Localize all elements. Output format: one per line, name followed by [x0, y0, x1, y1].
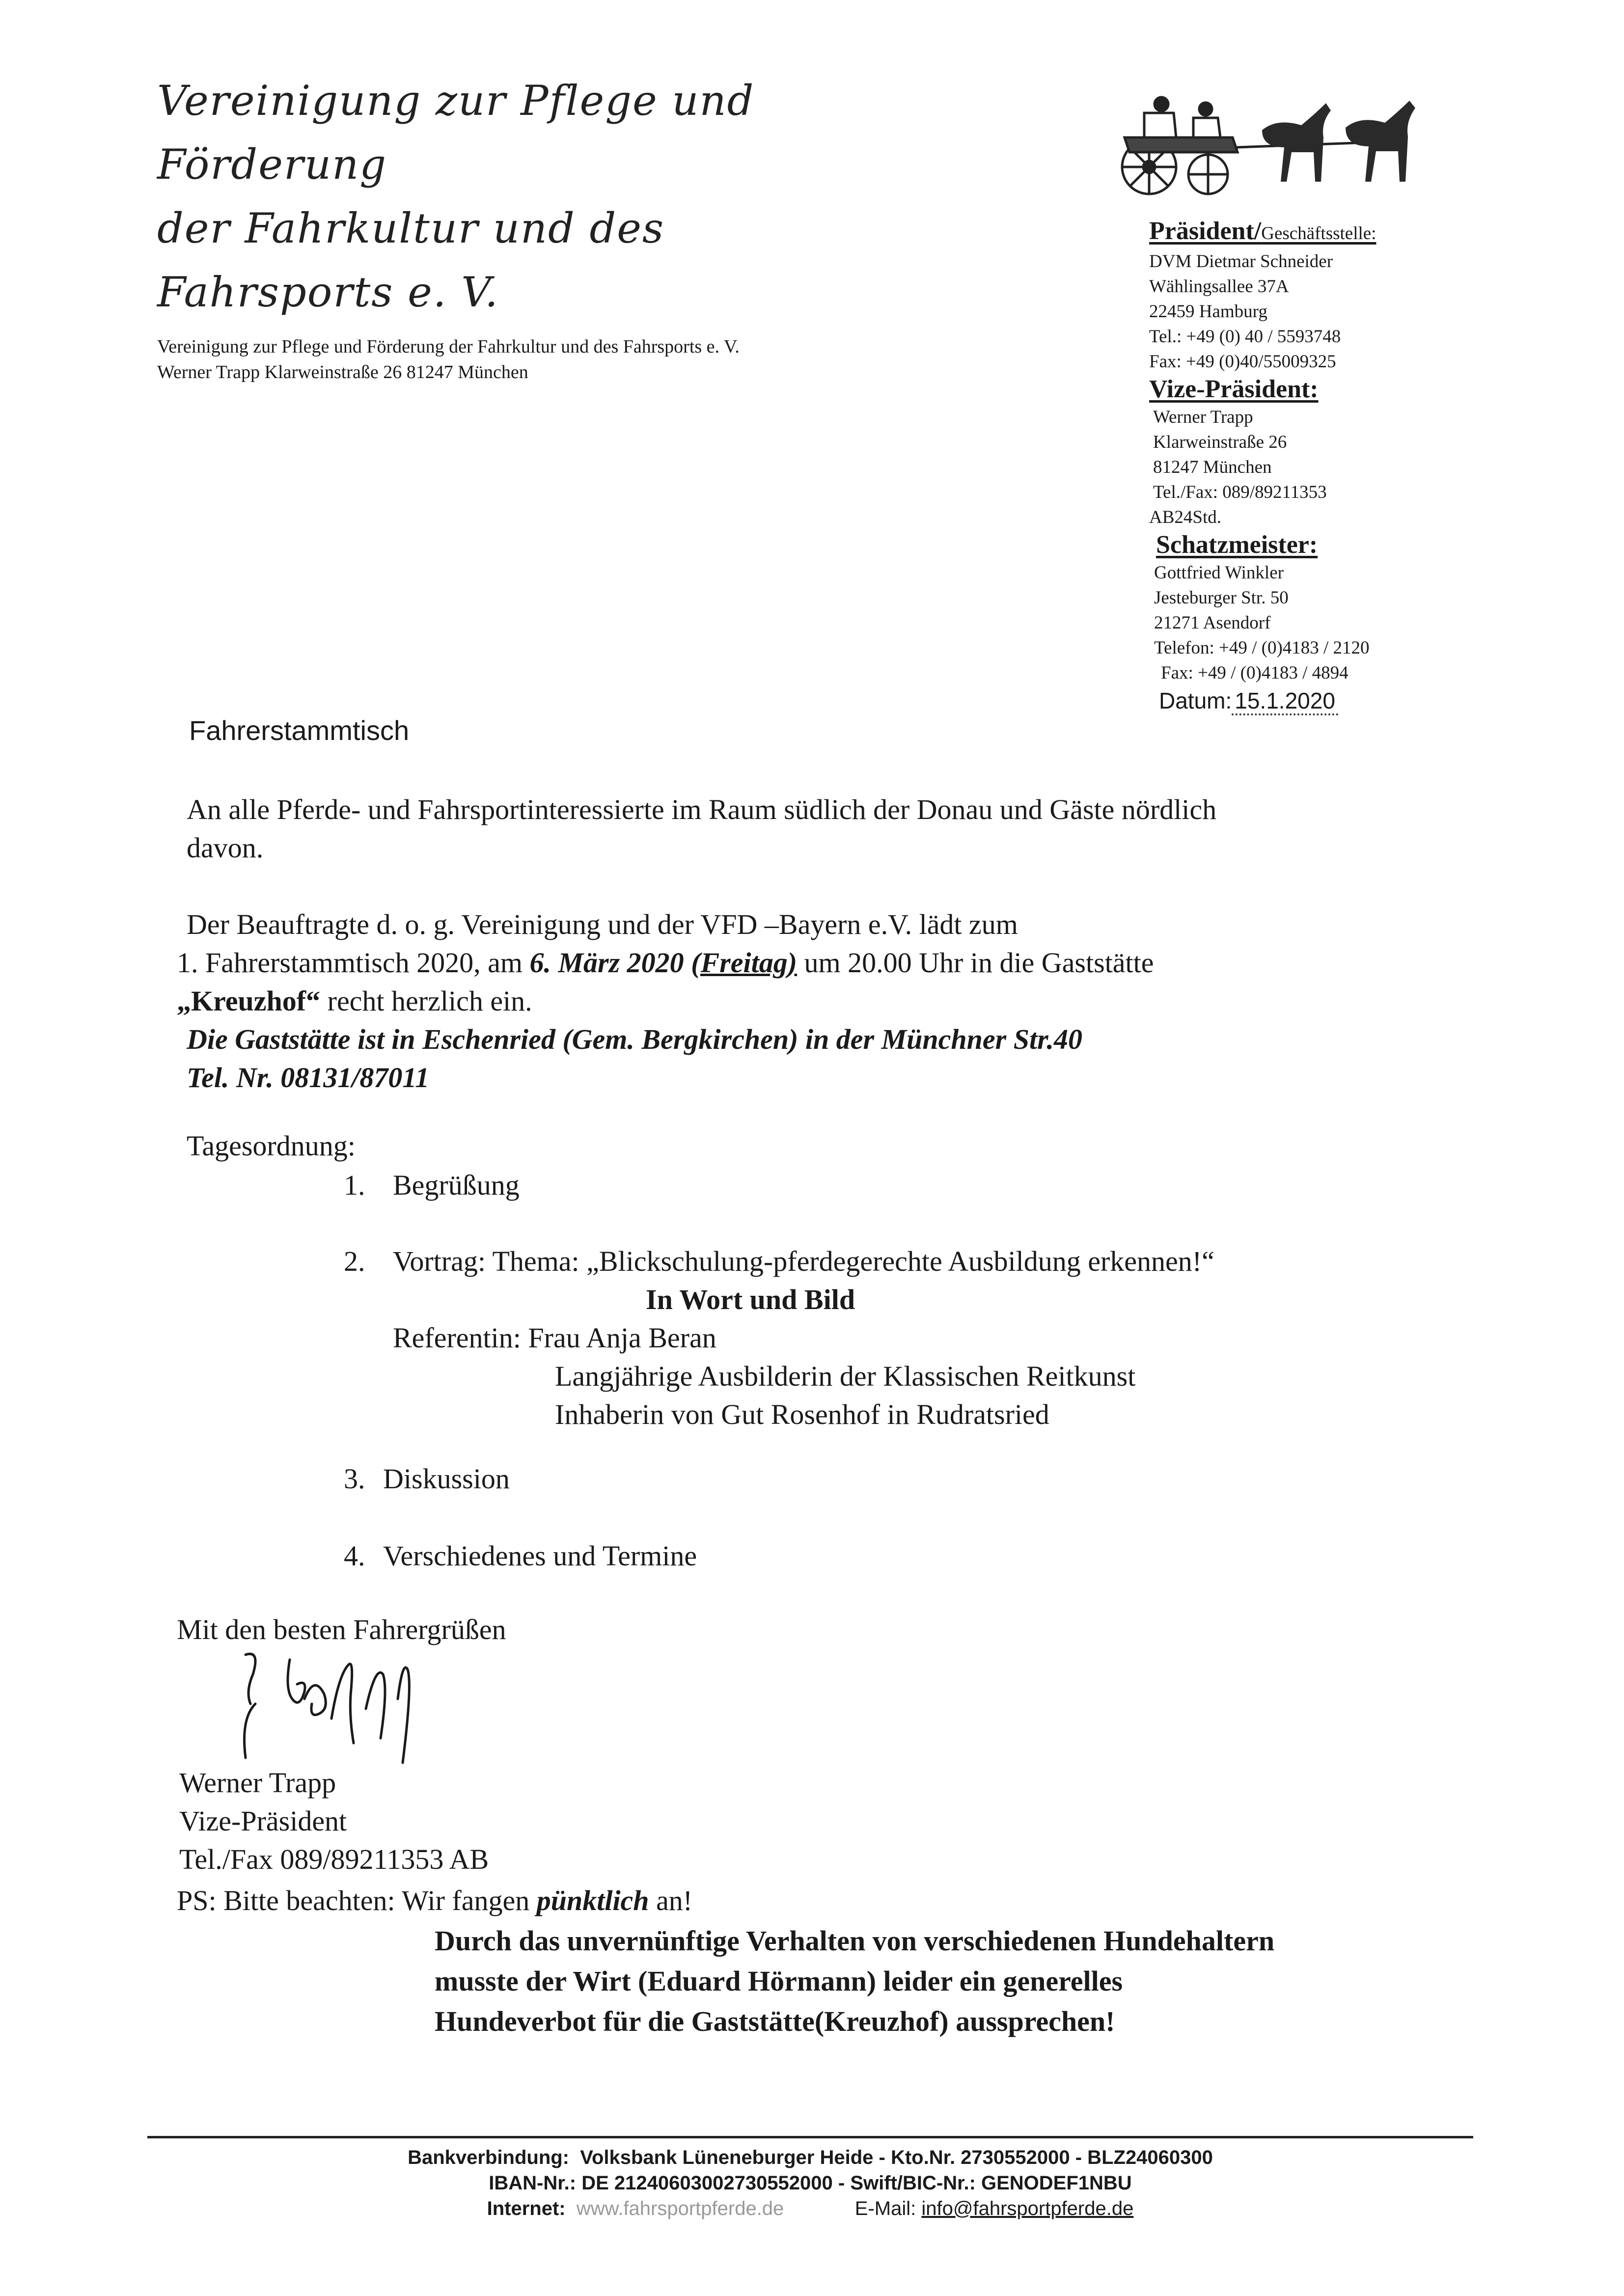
venue-phone: Tel. Nr. 08131/87011: [187, 1062, 430, 1093]
agenda-title: Tagesordnung:: [187, 1130, 356, 1162]
treasurer-line: 21271 Asendorf: [1154, 613, 1271, 633]
president-address: [1149, 249, 1503, 374]
vice-line: 81247 München: [1153, 457, 1272, 477]
subject-title: Fahrerstammtisch: [189, 715, 410, 746]
invite-line-1: Der Beauftragte d. o. g. Vereinigung und der VFD –Bayern e.V. lädt zum: [187, 908, 1018, 940]
website-link[interactable]: www.fahrsportpferde.de: [576, 2198, 784, 2219]
date-label: Datum:: [1159, 688, 1232, 713]
speaker-credential: Langjährige Ausbilderin der Klassischen Reitkunst: [555, 1360, 1136, 1392]
intro-line-2: davon.: [187, 832, 264, 864]
footer-divider: [147, 2136, 1473, 2138]
handwritten-signature: [206, 1645, 462, 1773]
treasurer-line: Jesteburger Str. 50: [1154, 588, 1289, 608]
treasurer-address: [1149, 560, 1503, 685]
president-line: 22459 Hamburg: [1149, 301, 1267, 322]
vice-line: AB24Std.: [1149, 507, 1222, 527]
signer-role: Vize-Präsident: [179, 1805, 347, 1837]
iban-line: IBAN-Nr.: DE 21240603002730552000 - Swift/BIC-Nr.: GENODEF1NBU: [489, 2172, 1132, 2194]
letterhead: [157, 69, 894, 324]
ps-line: PS: Bitte beachten: Wir fangen pünktlich an!: [177, 1885, 693, 1916]
date-value: 15.1.2020: [1232, 688, 1338, 715]
venue-name: „Kreuzhof“: [177, 985, 321, 1017]
agenda-item-subtitle: In Wort und Bild: [646, 1284, 855, 1315]
treasurer-line: Gottfried Winkler: [1154, 563, 1284, 583]
president-line: DVM Dietmar Schneider: [1149, 251, 1333, 272]
bank-line: Bankverbindung: Volksbank Lüneneburger Heide - Kto.Nr. 2730552000 - BLZ24060300: [408, 2147, 1213, 2168]
speaker-credential: Inhaberin von Gut Rosenhof in Rudratsried: [555, 1398, 1049, 1430]
invite-line-2: 1. Fahrerstammtisch 2020, am 6. März 2020 (Freitag) um 20.00 Uhr in die Gaststätte: [177, 947, 1154, 979]
vice-line: Werner Trapp: [1153, 407, 1253, 427]
treasurer-line: Telefon: +49 / (0)4183 / 2120: [1154, 638, 1370, 658]
treasurer-heading: Schatzmeister:: [1156, 531, 1318, 559]
event-weekday: (Freitag): [691, 947, 798, 979]
ps-emphasis: pünktlich: [536, 1885, 649, 1916]
letterhead-line-2: der Fahrkultur und des Fahrsports e. V.: [157, 204, 665, 316]
vice-line: Klarweinstraße 26: [1153, 432, 1287, 452]
return-address-line-2: Werner Trapp Klarweinstraße 26 81247 München: [157, 362, 528, 383]
letter-body: [177, 791, 1439, 1097]
signer-name: Werner Trapp: [179, 1767, 336, 1799]
event-date: 6. März 2020: [529, 947, 684, 979]
officers-sidebar: [1149, 216, 1503, 713]
speaker-label: Referentin: Frau Anja Beran: [393, 1322, 716, 1354]
invite-line-3: „Kreuzhof“ recht herzlich ein.: [177, 985, 532, 1017]
letterhead-line-1: Vereinigung zur Pflege und Förderung: [157, 77, 755, 189]
agenda-item: 2. Vortrag: Thema: „Blickschulung-pferdegerechte Ausbildung erkennen!“: [344, 1245, 1214, 1277]
footer: [147, 2145, 1473, 2221]
return-address: [157, 334, 894, 385]
vice-line: Tel./Fax: 089/89211353: [1153, 482, 1327, 502]
agenda-item: 3. Diskussion: [344, 1463, 510, 1495]
president-line: Tel.: +49 (0) 40 / 5593748: [1149, 327, 1341, 347]
president-line: Fax: +49 (0)40/55009325: [1149, 352, 1336, 372]
venue-location: Die Gaststätte ist in Eschenried (Gem. Bergkirchen) in der Münchner Str.40: [187, 1023, 1082, 1055]
vice-president-address: [1149, 405, 1503, 530]
treasurer-line: Fax: +49 / (0)4183 / 4894: [1161, 663, 1349, 683]
vice-president-heading: Vize-Präsident:: [1149, 375, 1319, 403]
return-address-line-1: Vereinigung zur Pflege und Förderung der Fahrkultur und des Fahrsports e. V.: [157, 336, 740, 357]
closing-greeting: Mit den besten Fahrergrüßen: [177, 1613, 506, 1645]
email-link[interactable]: info@fahrsportpferde.de: [921, 2198, 1134, 2219]
signer-phone: Tel./Fax 089/89211353 AB: [179, 1843, 489, 1875]
date-line: [1149, 688, 1503, 713]
postscript: [177, 1881, 1454, 2037]
contact-line: Internet: www.fahrsportpferde.de E-Mail: info@fahrsportpferde.de: [487, 2198, 1134, 2219]
carriage-horses-logo: [1115, 83, 1449, 201]
agenda-item: 4. Verschiedenes und Termine: [344, 1540, 697, 1572]
intro-line-1: An alle Pferde- und Fahrsportinteressierte im Raum südlich der Donau und Gäste nördlich: [187, 793, 1217, 825]
agenda-item: 1. Begrüßung: [344, 1169, 520, 1201]
president-line: Wählingsallee 37A: [1149, 276, 1289, 297]
dog-ban-notice: Durch das unvernünftige Verhalten von verschiedenen Hundehaltern musste der Wirt (Eduard Hörmann) leider ein generelles Hundeverbot für die Gaststätte(Kreuzhof) aussprechen!: [435, 1925, 1275, 2037]
president-heading: Präsident/Geschäftsstelle:: [1149, 217, 1376, 245]
